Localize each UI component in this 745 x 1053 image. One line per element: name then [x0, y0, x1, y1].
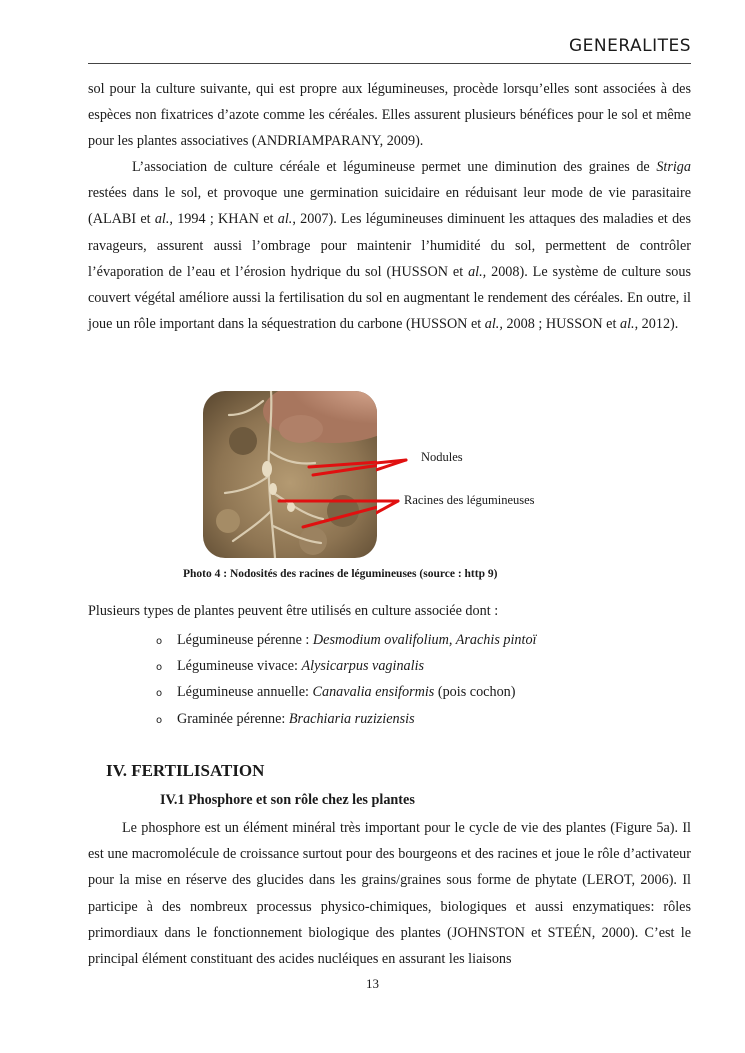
p2-italic-1: Striga	[656, 159, 691, 175]
item-extra: (pois cochon)	[434, 684, 516, 701]
p1-text: sol pour la culture suivante, qui est propre aux légumineuses, procède lorsqu’elles sont associées à des espèces non fixatrices d’azote comme les céréales. Elles assurent plusieurs bénéfices pour le sol et même pour les plantes associatives (ANDRIAMPARANY, 2009).	[88, 81, 691, 150]
p2-text-1: L’association de culture céréale et légumineuse permet une diminution des graines de	[132, 159, 657, 175]
item-species: Alysicarpus vaginalis	[301, 658, 425, 675]
list-item	[156, 679, 537, 705]
p2-text-2: restées dans le sol, et provoque une germination suicidaire en réduisant leur mode de vie parasitaire (ALABI et	[88, 185, 691, 228]
item-species: Desmodium ovalifolium, Arachis pintoï	[312, 632, 537, 648]
p2-text-5: 2008). Le système de culture sous couvert végétal améliore aussi la fertilisation du sol en augmentant le rendement des céréales. En outre, il joue un rôle important dans la séquestration du carbone (HUSSON et	[88, 263, 691, 333]
bullet-icon: o	[156, 688, 163, 700]
p2-italic-3: al.	[277, 211, 293, 228]
running-header: GENERALITES	[568, 36, 691, 56]
paragraph-2	[88, 154, 691, 337]
p3-text: Le phosphore est un élément minéral très important pour le cycle de vie des plantes (Figure 5a). Il est une macromolécule de croissance surtout pour des bourgeons et des racines et joue le rôle d’activateur pour la mise en réserve des glucides dans les grains/graines sous forme de phytate (LEROT, 2006). Il participe à des nombreux processus physico-chimiques, biologiques et aussi enzymatiques: rôles primordiaux dans le fonctionnement biologique des plantes (JOHNSTON et STEÉN, 2000). C’est le principal élément constituant des acides nucléiques en assurant les liaisons	[88, 820, 691, 968]
photo-illustration	[203, 391, 377, 558]
root-nodules-photo	[203, 391, 377, 558]
figure-caption: Photo 4 : Nodosités des racines de légumineuses (source : http 9)	[183, 568, 498, 580]
plant-list	[156, 627, 537, 732]
p2-text-4: , 2007). Les légumineuses diminuent les attaques des maladies et des ravageurs, assurent aussi l’ombrage pour maintenir l’humidité du sol, permettent de contrôler l’évaporation de l’eau et l’érosion hydrique du sol (HUSSON et	[88, 211, 692, 280]
list-item	[156, 627, 537, 653]
bullet-icon: o	[156, 714, 163, 726]
bullet-icon: o	[156, 662, 163, 674]
item-species: Brachiaria ruziziensis	[288, 710, 415, 727]
p2-text-3: 1994 ; KHAN et	[172, 211, 278, 228]
item-label: Légumineuse pérenne :	[177, 632, 313, 648]
p2-italic-4: al.,	[468, 263, 487, 280]
list-item	[156, 653, 537, 679]
list-intro: Plusieurs types de plantes peuvent être utilisés en culture associée dont :	[88, 603, 499, 619]
arrow-tails	[376, 455, 412, 525]
bullet-icon: o	[156, 636, 163, 647]
p2-italic-5: al.,	[484, 316, 503, 333]
p2-text-7: , 2012).	[634, 316, 679, 333]
section-heading: IV. FERTILISATION	[106, 761, 265, 780]
p2-text-6: 2008 ; HUSSON et	[502, 316, 620, 333]
item-species: Canavalia ensiformis	[312, 684, 435, 701]
paragraph-1	[88, 76, 691, 155]
label-roots: Racines des légumineuses	[404, 493, 535, 507]
paragraph-3	[88, 815, 691, 972]
item-label: Graminée pérenne:	[177, 710, 289, 727]
item-label: Légumineuse annuelle:	[177, 684, 313, 701]
subsection-heading: IV.1 Phosphore et son rôle chez les plantes	[160, 792, 415, 808]
label-nodules: Nodules	[421, 450, 463, 464]
p2-italic-6: al.	[619, 316, 635, 333]
page-number: 13	[366, 976, 379, 991]
list-item	[156, 706, 537, 732]
header-rule	[88, 63, 691, 64]
item-label: Légumineuse vivace:	[177, 658, 302, 675]
p2-italic-2: al.,	[154, 211, 173, 228]
